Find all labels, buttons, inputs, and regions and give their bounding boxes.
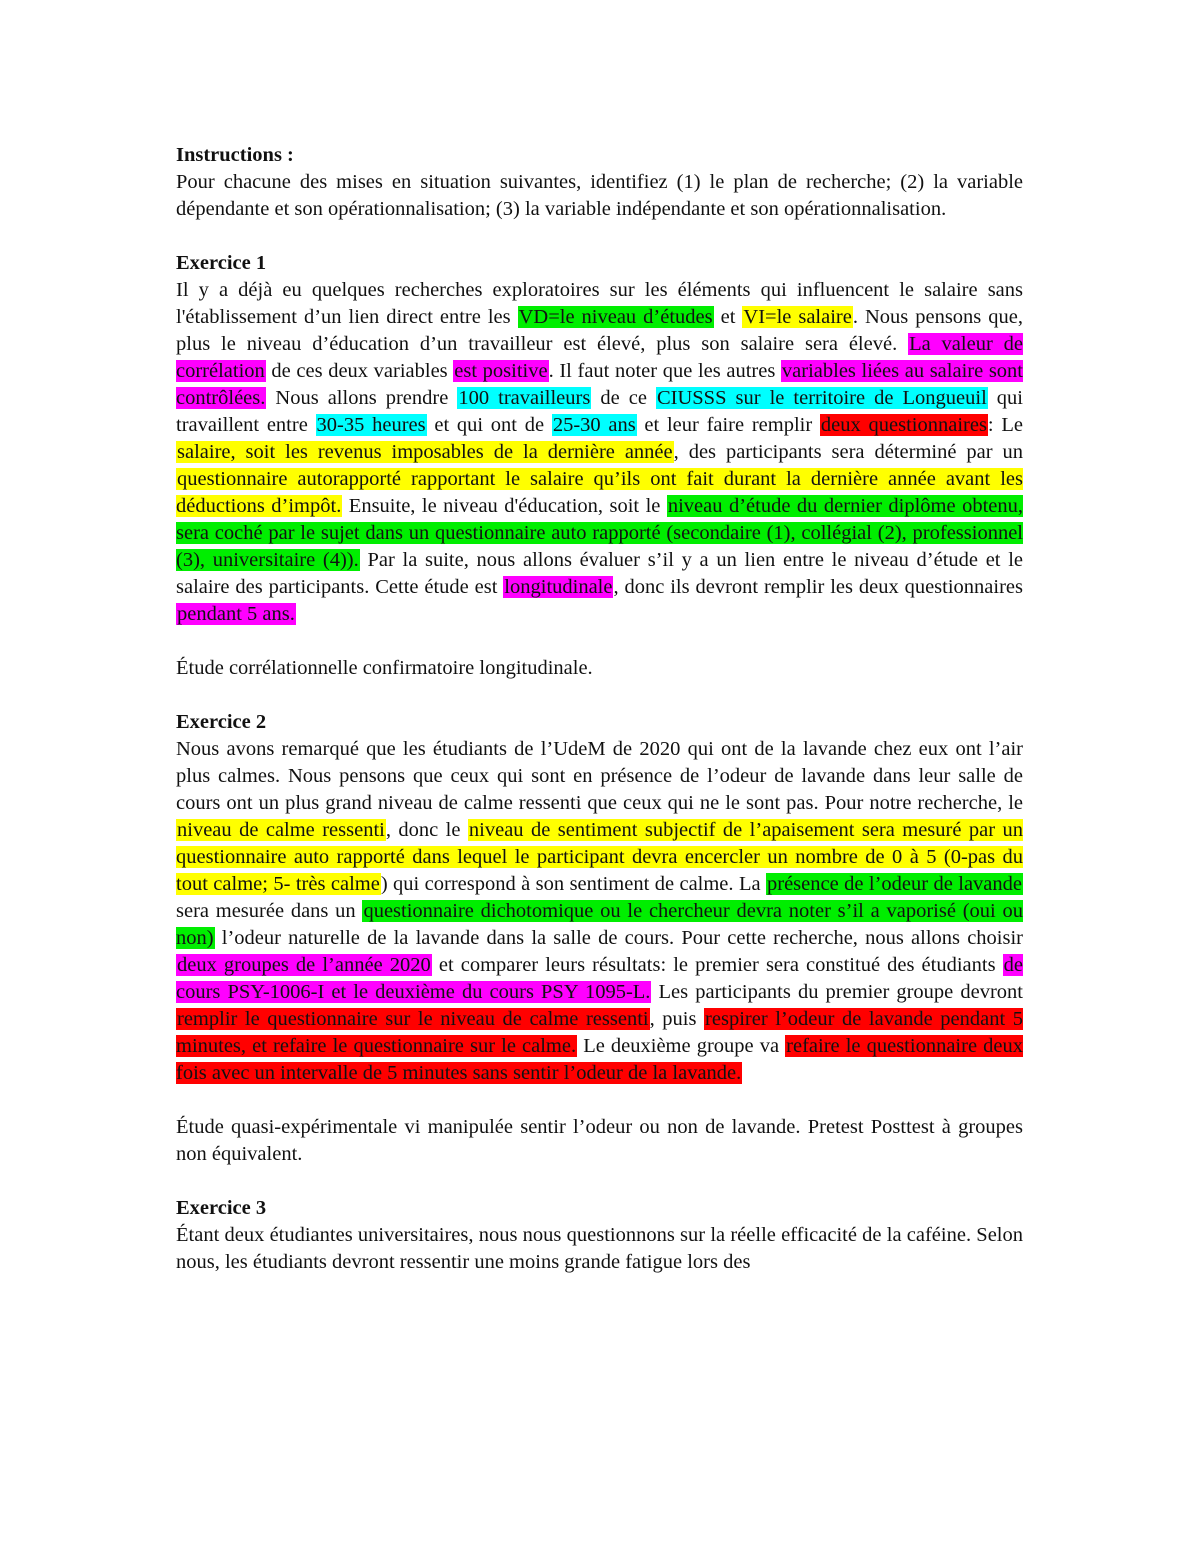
highlight-magenta: pendant 5 ans. <box>177 603 295 625</box>
highlight-magenta: deux groupes de l’année 2020 <box>177 954 431 976</box>
text-run: de ce <box>591 387 656 409</box>
instructions-heading: Instructions : <box>176 144 294 166</box>
highlight-green: niveau d’étude du dernier diplôme obtenu, sera coché par le sujet dans un questionnaire auto rapporté (secondaire (1), collégial (2), professionnel (3), universitaire (4)). <box>176 495 1023 571</box>
highlight-magenta: de cours PSY-1006-I et le deuxième du cours PSY 1095-L. <box>176 954 1023 1003</box>
text-run: et <box>713 306 743 328</box>
exercise-3-text: Étant deux étudiantes universitaires, nous nous questionnons sur la réelle efficacité de la caféine. Selon nous, les étudiants devront ressentir une moins grande fatigue lors des <box>176 1224 1023 1273</box>
highlight-cyan: 30-35 heures <box>316 414 426 436</box>
text-run: Il y a déjà eu quelques recherches exploratoires sur les éléments qui influencent le salaire sans l'établissement d’un lien direct entre les <box>176 279 1023 328</box>
exercise-2-heading: Exercice 2 <box>176 711 267 733</box>
highlight-magenta: est positive <box>454 360 548 382</box>
highlight-yellow: niveau de calme ressenti <box>177 819 385 841</box>
exercise-3-heading: Exercice 3 <box>176 1197 267 1219</box>
exercise-2-text <box>176 736 1023 1087</box>
exercise-1-answer: Étude corrélationnelle confirmatoire longitudinale. <box>176 657 593 679</box>
text-run: Nous allons prendre <box>266 387 458 409</box>
highlight-red: remplir le questionnaire sur le niveau de calme ressenti <box>177 1008 649 1030</box>
highlight-cyan: 25-30 ans <box>552 414 636 436</box>
highlight-yellow: VI=le salaire <box>743 306 852 328</box>
text-run: l’odeur naturelle de la lavande dans la salle de cours. Pour cette recherche, nous allons choisir <box>214 927 1023 949</box>
spacer <box>176 223 1023 250</box>
text-run: Le deuxième groupe va <box>577 1035 786 1057</box>
spacer <box>176 682 1023 709</box>
text-run: Les participants du premier groupe devront <box>651 981 1023 1003</box>
highlight-yellow: niveau de sentiment subjectif de l’apaisement sera mesuré par un questionnaire auto rapporté dans lequel le participant devra encercler un nombre de 0 à 5 (0-pas du tout calme; 5- très calme <box>176 819 1023 895</box>
exercise-1-text <box>176 277 1023 628</box>
highlight-cyan: 100 travailleurs <box>458 387 591 409</box>
spacer <box>176 628 1023 655</box>
text-run: Nous avons remarqué que les étudiants de l’UdeM de 2020 qui ont de la lavande chez eux ont l’air plus calmes. Nous pensons que ceux qui sont en présence de l’odeur de lavande dans leur salle de cours ont un plus grand niveau de calme ressenti que ceux qui ne le sont pas. Pour notre recherche, le <box>176 738 1023 814</box>
text-run: et comparer leurs résultats: le premier sera constitué des étudiants <box>431 954 1003 976</box>
highlight-red: refaire le questionnaire deux fois avec un intervalle de 5 minutes sans sentir l’odeur de la lavande. <box>176 1035 1023 1084</box>
instructions-text: Pour chacune des mises en situation suivantes, identifiez (1) le plan de recherche; (2) la variable dépendante et son opérationnalisation; (3) la variable indépendante et son opérationnalisation. <box>176 171 1023 220</box>
highlight-red: respirer l’odeur de lavande pendant 5 minutes, et refaire le questionnaire sur le calme. <box>176 1008 1023 1057</box>
text-run: ) qui correspond à son sentiment de calme. La <box>380 873 766 895</box>
exercise-1-heading: Exercice 1 <box>176 252 267 274</box>
highlight-green: questionnaire dichotomique ou le chercheur devra noter s’il a vaporisé (oui ou non) <box>176 900 1023 949</box>
text-run: , puis <box>649 1008 705 1030</box>
text-run: : Le <box>987 414 1023 436</box>
exercise-2-answer: Étude quasi-expérimentale vi manipulée sentir l’odeur ou non de lavande. Pretest Posttest à groupes non équivalent. <box>176 1116 1023 1165</box>
text-run: , donc le <box>385 819 468 841</box>
highlight-red: deux questionnaires <box>820 414 987 436</box>
text-run: , donc ils devront remplir les deux questionnaires <box>613 576 1023 598</box>
text-run: Par la suite, nous allons évaluer s’il y a un lien entre le niveau d’étude et le salaire des participants. Cette étude est <box>176 549 1024 598</box>
highlight-magenta: longitudinale <box>504 576 613 598</box>
text-run: . Nous pensons que, plus le niveau d’éducation d’un travailleur est élevé, plus son salaire sera élevé. <box>176 306 1023 355</box>
highlight-green: VD=le niveau d’études <box>518 306 713 328</box>
text-run: de ces deux variables <box>265 360 454 382</box>
text-run: Ensuite, le niveau d'éducation, soit le <box>342 495 667 517</box>
highlight-yellow: questionnaire autorapporté rapportant le salaire qu’ils ont fait durant la dernière année avant les déductions d’impôt. <box>176 468 1023 517</box>
spacer <box>176 1087 1023 1114</box>
text-run: . Il faut noter que les autres <box>548 360 781 382</box>
text-run: , des participants sera déterminé par un <box>673 441 1023 463</box>
highlight-magenta: variables liées au salaire sont contrôlées. <box>176 360 1023 409</box>
highlight-magenta: La valeur de corrélation <box>176 333 1023 382</box>
text-run: et leur faire remplir <box>636 414 820 436</box>
spacer <box>176 1168 1023 1195</box>
highlight-cyan: CIUSSS sur le territoire de Longueuil <box>656 387 987 409</box>
text-run: et qui ont de <box>426 414 552 436</box>
highlight-green: présence de l’odeur de lavande <box>767 873 1023 895</box>
text-run: qui travaillent entre <box>176 387 1024 436</box>
text-run: sera mesurée dans un <box>176 900 363 922</box>
highlight-yellow: salaire, soit les revenus imposables de la dernière année <box>177 441 673 463</box>
document-body <box>176 142 1023 1276</box>
